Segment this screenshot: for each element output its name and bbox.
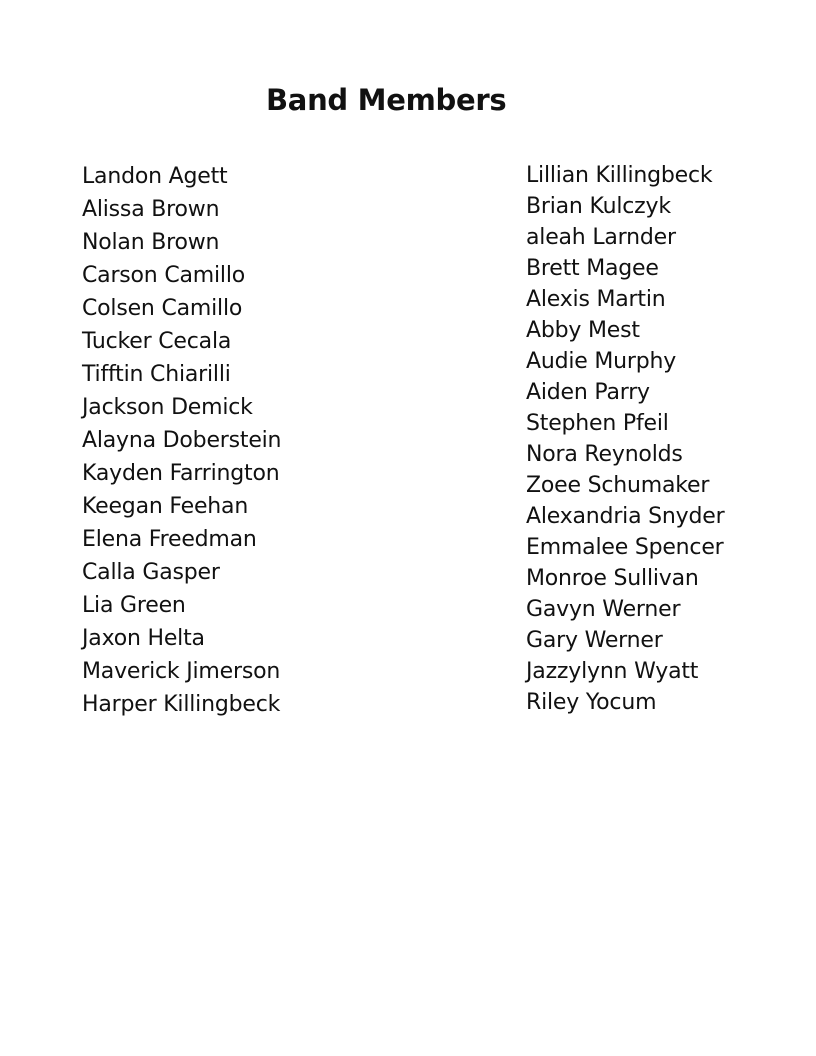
- member-name: Jazzylynn Wyatt: [526, 659, 699, 684]
- member-name: Brian Kulczyk: [526, 194, 671, 219]
- member-name: Emmalee Spencer: [526, 535, 724, 560]
- member-name: Audie Murphy: [526, 349, 677, 374]
- member-name: Colsen Camillo: [82, 296, 243, 321]
- member-name: Alayna Doberstein: [82, 428, 282, 453]
- member-name: Zoee Schumaker: [526, 473, 710, 498]
- member-name: Keegan Feehan: [82, 494, 249, 519]
- member-name: Maverick Jimerson: [82, 659, 281, 684]
- member-name: Tifftin Chiarilli: [82, 362, 231, 387]
- member-name: Gary Werner: [526, 628, 663, 653]
- member-name: Aiden Parry: [526, 380, 650, 405]
- member-list-left: [82, 160, 281, 721]
- member-name: Alexis Martin: [526, 287, 666, 312]
- member-name: Kayden Farrington: [82, 461, 280, 486]
- member-name: Riley Yocum: [526, 690, 657, 715]
- member-name: aleah Larnder: [526, 225, 676, 250]
- member-name: Brett Magee: [526, 256, 659, 281]
- member-name: Jackson Demick: [82, 395, 253, 420]
- member-name: Calla Gasper: [82, 560, 220, 585]
- member-name: Landon Agett: [82, 164, 228, 189]
- member-name: Alexandria Snyder: [526, 504, 725, 529]
- member-list-right: [526, 160, 724, 718]
- member-name: Harper Killingbeck: [82, 692, 281, 717]
- member-name: Carson Camillo: [82, 263, 246, 288]
- member-name: Lia Green: [82, 593, 186, 618]
- member-name: Nora Reynolds: [526, 442, 683, 467]
- member-name: Lillian Killingbeck: [526, 163, 713, 188]
- member-name: Nolan Brown: [82, 230, 220, 255]
- member-name: Abby Mest: [526, 318, 640, 343]
- member-name: Monroe Sullivan: [526, 566, 699, 591]
- member-name: Gavyn Werner: [526, 597, 681, 622]
- member-name: Tucker Cecala: [82, 329, 232, 354]
- member-name: Alissa Brown: [82, 197, 220, 222]
- member-name: Jaxon Helta: [82, 626, 205, 651]
- member-name: Stephen Pfeil: [526, 411, 669, 436]
- page-title: Band Members: [266, 83, 507, 117]
- member-name: Elena Freedman: [82, 527, 257, 552]
